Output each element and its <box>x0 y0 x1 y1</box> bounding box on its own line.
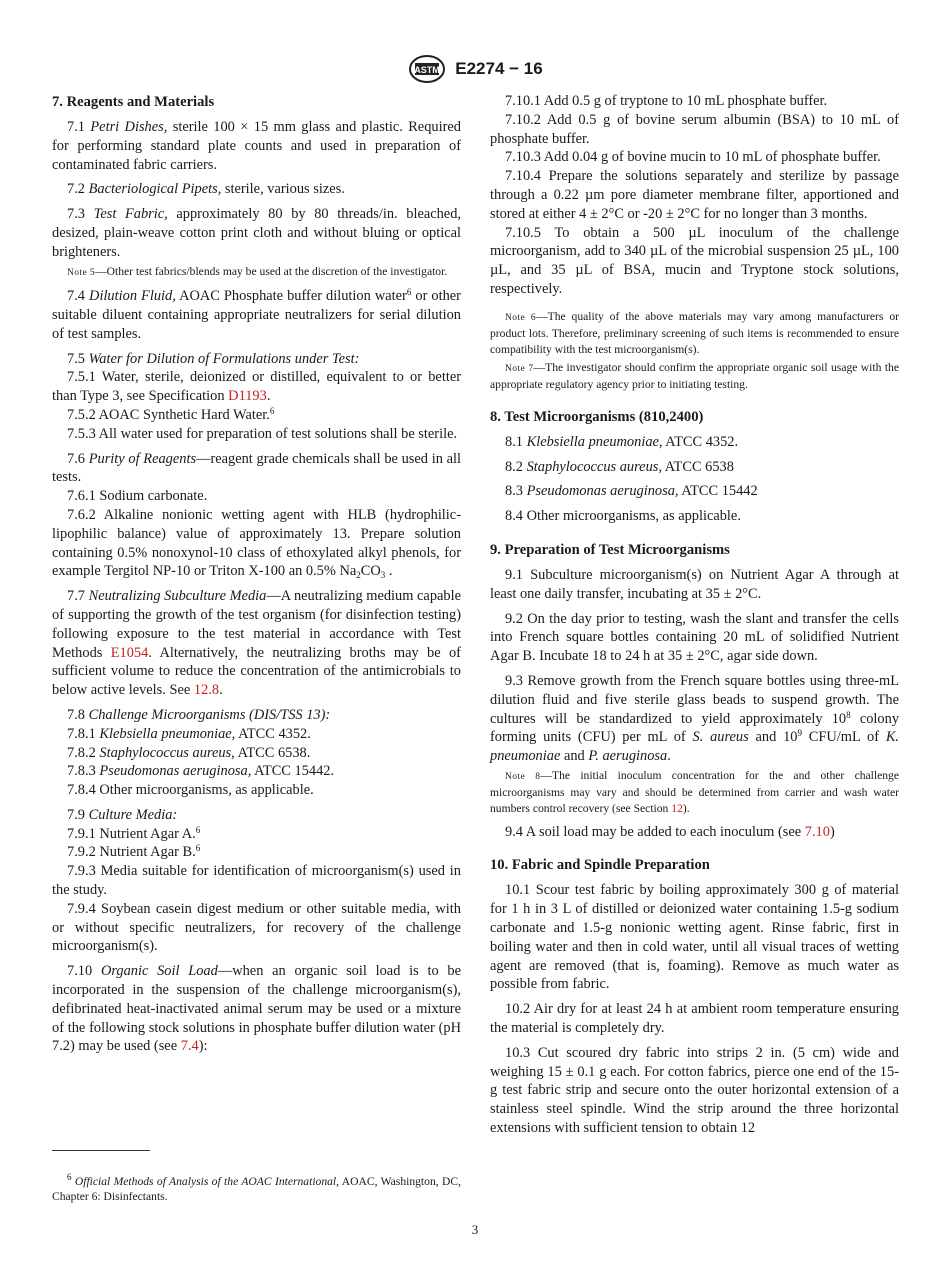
astm-logo-icon <box>407 54 447 84</box>
para-10-1: 10.1 Scour test fabric by boiling approximately 300 g of material for 1 h in 3 L of distilled or deionized water containing 1.5-g sodium carbonate and 1.5-g nonionic wetting agent. Rinse fabric, first in boiling water and then in cold water, until all visual traces of wetting agent are removed (that is, foaming). Remove as much water as possible from fabric. <box>490 882 899 993</box>
section-10-heading: 10. Fabric and Spindle Preparation <box>490 857 710 874</box>
para-7-1: 7.1 Petri Dishes, sterile 100 × 15 mm glass and plastic. Required for performing standard plate counts and used in preparation of contaminated fabric carriers. <box>52 119 461 173</box>
para-7-5-1: 7.5.1 Water, sterile, deionized or distilled, equivalent to or better than Type 3, see Specification D1193. <box>52 369 461 405</box>
link-d1193[interactable]: D1193 <box>228 388 267 405</box>
para-7-6: 7.6 Purity of Reagents—reagent grade chemicals shall be used in all tests. <box>52 450 461 486</box>
para-7-5-2: 7.5.2 AOAC Synthetic Hard Water.$^6$ <box>67 405 275 423</box>
para-8-4: 8.4 Other microorganisms, as applicable. <box>505 508 741 525</box>
para-9-3: 9.3 Remove growth from the French square bottles using three-mL dilution fluid and five sterile glass beads to suspend growth. The cultures will be standardized to yield approximately $10^8$ colony forming units (CFU) per mL of S. aureus and $10^9$ CFU/mL of K. pneumoniae and P. aeruginosa. <box>490 672 900 765</box>
para-7-4: 7.4 Dilution Fluid, AOAC Phosphate buffer dilution water$^6$ or other suitable diluent containing appropriate neutralizers for serial dilution of test samples. <box>52 287 461 342</box>
para-9-1: 9.1 Subculture microorganism(s) on Nutrient Agar A through at least one daily transfer, incubating at 35 ± 2°C. <box>490 566 899 602</box>
para-7-10: 7.10 Organic Soil Load—when an organic soil load is to be incorporated in the suspension of the challenge microorganism(s), defibrinated heat-inactivated animal serum may be used or a mixture of the following stock solutions in phosphate buffer dilution water (pH 7.2) may be used (see 7.4): <box>52 963 461 1055</box>
para-7-9-1: 7.9.1 Nutrient Agar A.$^6$ <box>67 824 201 842</box>
para-7-10-5: 7.10.5 To obtain a 500 µL inoculum of the challenge microorganism, add to 340 µL of the microbial suspension 25 µL, 100 µL, and 35 µL of BSA, mucin and Tryptone stock solutions, respectively. <box>490 224 899 297</box>
para-7-8-3: 7.8.3 Pseudomonas aeruginosa, ATCC 15442. <box>67 763 335 780</box>
para-8-2: 8.2 Staphylococcus aureus, ATCC 6538 <box>505 458 734 475</box>
link-12-8[interactable]: 12.8 <box>193 682 220 699</box>
para-9-4: 9.4 A soil load may be added to each inoculum (see 7.10) <box>505 823 835 840</box>
link-7-10[interactable]: 7.10 <box>804 823 830 840</box>
para-7-10-2: 7.10.2 Add 0.5 g of bovine serum albumin (BSA) to 10 mL of phosphate buffer. <box>490 111 899 147</box>
para-9-2: 9.2 On the day prior to testing, wash the slant and transfer the cells into French square bottles containing 20 mL of solidified Nutrient Agar B. Incubate 18 to 24 h at 35 ± 2°C, agar side down. <box>490 610 899 665</box>
para-7-6-1: 7.6.1 Sodium carbonate. <box>67 488 208 505</box>
para-7-10-3: 7.10.3 Add 0.04 g of bovine mucin to 10 mL of phosphate buffer. <box>505 149 881 166</box>
para-7-5: 7.5 Water for Dilution of Formulations under Test: <box>67 350 360 367</box>
link-e1054[interactable]: E1054 <box>110 644 149 661</box>
svg-text:ASTM: ASTM <box>414 65 441 75</box>
page-number: 3 <box>471 1222 479 1237</box>
note-6: Note 6—The quality of the above materials may vary among manufacturers or product lots. Therefore, preliminary screening of such items is recommended to ensure compatibility with the test microorganism(s). <box>490 309 899 356</box>
para-7-8-1: 7.8.1 Klebsiella pneumoniae, ATCC 4352. <box>67 725 311 742</box>
para-7-9-2: 7.9.2 Nutrient Agar B.$^6$ <box>67 843 201 861</box>
para-7-5-3: 7.5.3 All water used for preparation of test solutions shall be sterile. <box>67 425 458 442</box>
para-10-3: 10.3 Cut scoured dry fabric into strips 2 in. (5 cm) wide and weighing 15 ± 0.1 g each. For cotton fabrics, pierce one end of the 15-g test fabric strip and secure onto the outer horizontal extension of a stainless steel spindle. Wind the strip around the three horizontal extensions with sufficient tension to obtain 12 <box>490 1044 899 1137</box>
para-7-3: 7.3 Test Fabric, approximately 80 by 80 threads/in. bleached, desized, plain-weave cotton print cloth and without bluing or optical brighteners. <box>52 206 461 260</box>
note-7: Note 7—The investigator should confirm the appropriate organic soil usage with the appropriate regulatory agency prior to initiating testing. <box>490 360 899 392</box>
page-header <box>0 54 950 84</box>
para-8-3: 8.3 Pseudomonas aeruginosa, ATCC 15442 <box>505 483 758 500</box>
footnote-6: $^6$ Official Methods of Analysis of the AOAC International, AOAC, Washington, DC, Chapter 6: Disinfectants. <box>52 1171 461 1204</box>
section-7-heading: 7. Reagents and Materials <box>52 94 215 110</box>
para-7-9-4: 7.9.4 Soybean casein digest medium or other suitable media, with or without specific neutralizers, for recovery of the challenge microorganism(s). <box>52 900 461 955</box>
section-8-heading: 8. Test Microorganisms (810,2400) <box>490 408 704 425</box>
link-section-12[interactable]: 12 <box>671 802 683 816</box>
para-7-9-3: 7.9.3 Media suitable for identification of microorganism(s) used in the study. <box>52 863 461 899</box>
para-10-2: 10.2 Air dry for at least 24 h at ambient room temperature ensuring the material is completely dry. <box>490 1001 899 1037</box>
para-7-10-1: 7.10.1 Add 0.5 g of tryptone to 10 mL phosphate buffer. <box>505 93 828 109</box>
footnote-rule <box>52 1150 150 1151</box>
para-7-8-2: 7.8.2 Staphylococcus aureus, ATCC 6538. <box>67 744 311 761</box>
right-column <box>490 92 899 1138</box>
para-8-1: 8.1 Klebsiella pneumoniae, ATCC 4352. <box>505 433 739 450</box>
para-7-10-4: 7.10.4 Prepare the solutions separately and sterilize by passage through a 0.22 µm pore diameter membrane filter, apportioned and stored at either 4 ± 2°C or -20 ± 2°C for no longer than 3 months. <box>490 168 899 222</box>
note-5: Note 5—Other test fabrics/blends may be used at the discretion of the investigator. <box>67 264 448 278</box>
para-7-7: 7.7 Neutralizing Subculture Media—A neutralizing medium capable of supporting the growth of the test organism (for disinfection testing) following exposure to the test material in accordance with Test Methods E1054. Alternatively, the neutralizing broths may be of sufficient volume to reduce the concentration of the antimicrobials to below active levels. See 12.8. <box>52 588 461 699</box>
note-8: Note 8—The initial inoculum concentration for the and other challenge microorganisms may vary and should be determined from carrier and wash water numbers control recovery (see Section 12). <box>490 768 900 816</box>
para-7-8-4: 7.8.4 Other microorganisms, as applicable. <box>67 782 314 799</box>
para-7-6-2: 7.6.2 Alkaline nonionic wetting agent with HLB (hydrophilic-lipophilic balance) value of approximately 13. Prepare solution containing 0.5% nonoxynol-10 class of ethoxylated alkyl phenols, for example Tergitol NP-10 or Triton X-100 an 0.5% $Na_2CO_3$ . <box>52 506 461 581</box>
left-column <box>52 92 461 1056</box>
document-designation: E2274 − 16 <box>455 59 543 78</box>
para-7-2: 7.2 Bacteriological Pipets, sterile, various sizes. <box>67 181 345 198</box>
para-7-9: 7.9 Culture Media: <box>67 806 178 823</box>
section-9-heading: 9. Preparation of Test Microorganisms <box>490 541 730 558</box>
link-7-4[interactable]: 7.4 <box>180 1038 199 1055</box>
para-7-8: 7.8 Challenge Microorganisms (DIS/TSS 13): <box>67 706 331 723</box>
